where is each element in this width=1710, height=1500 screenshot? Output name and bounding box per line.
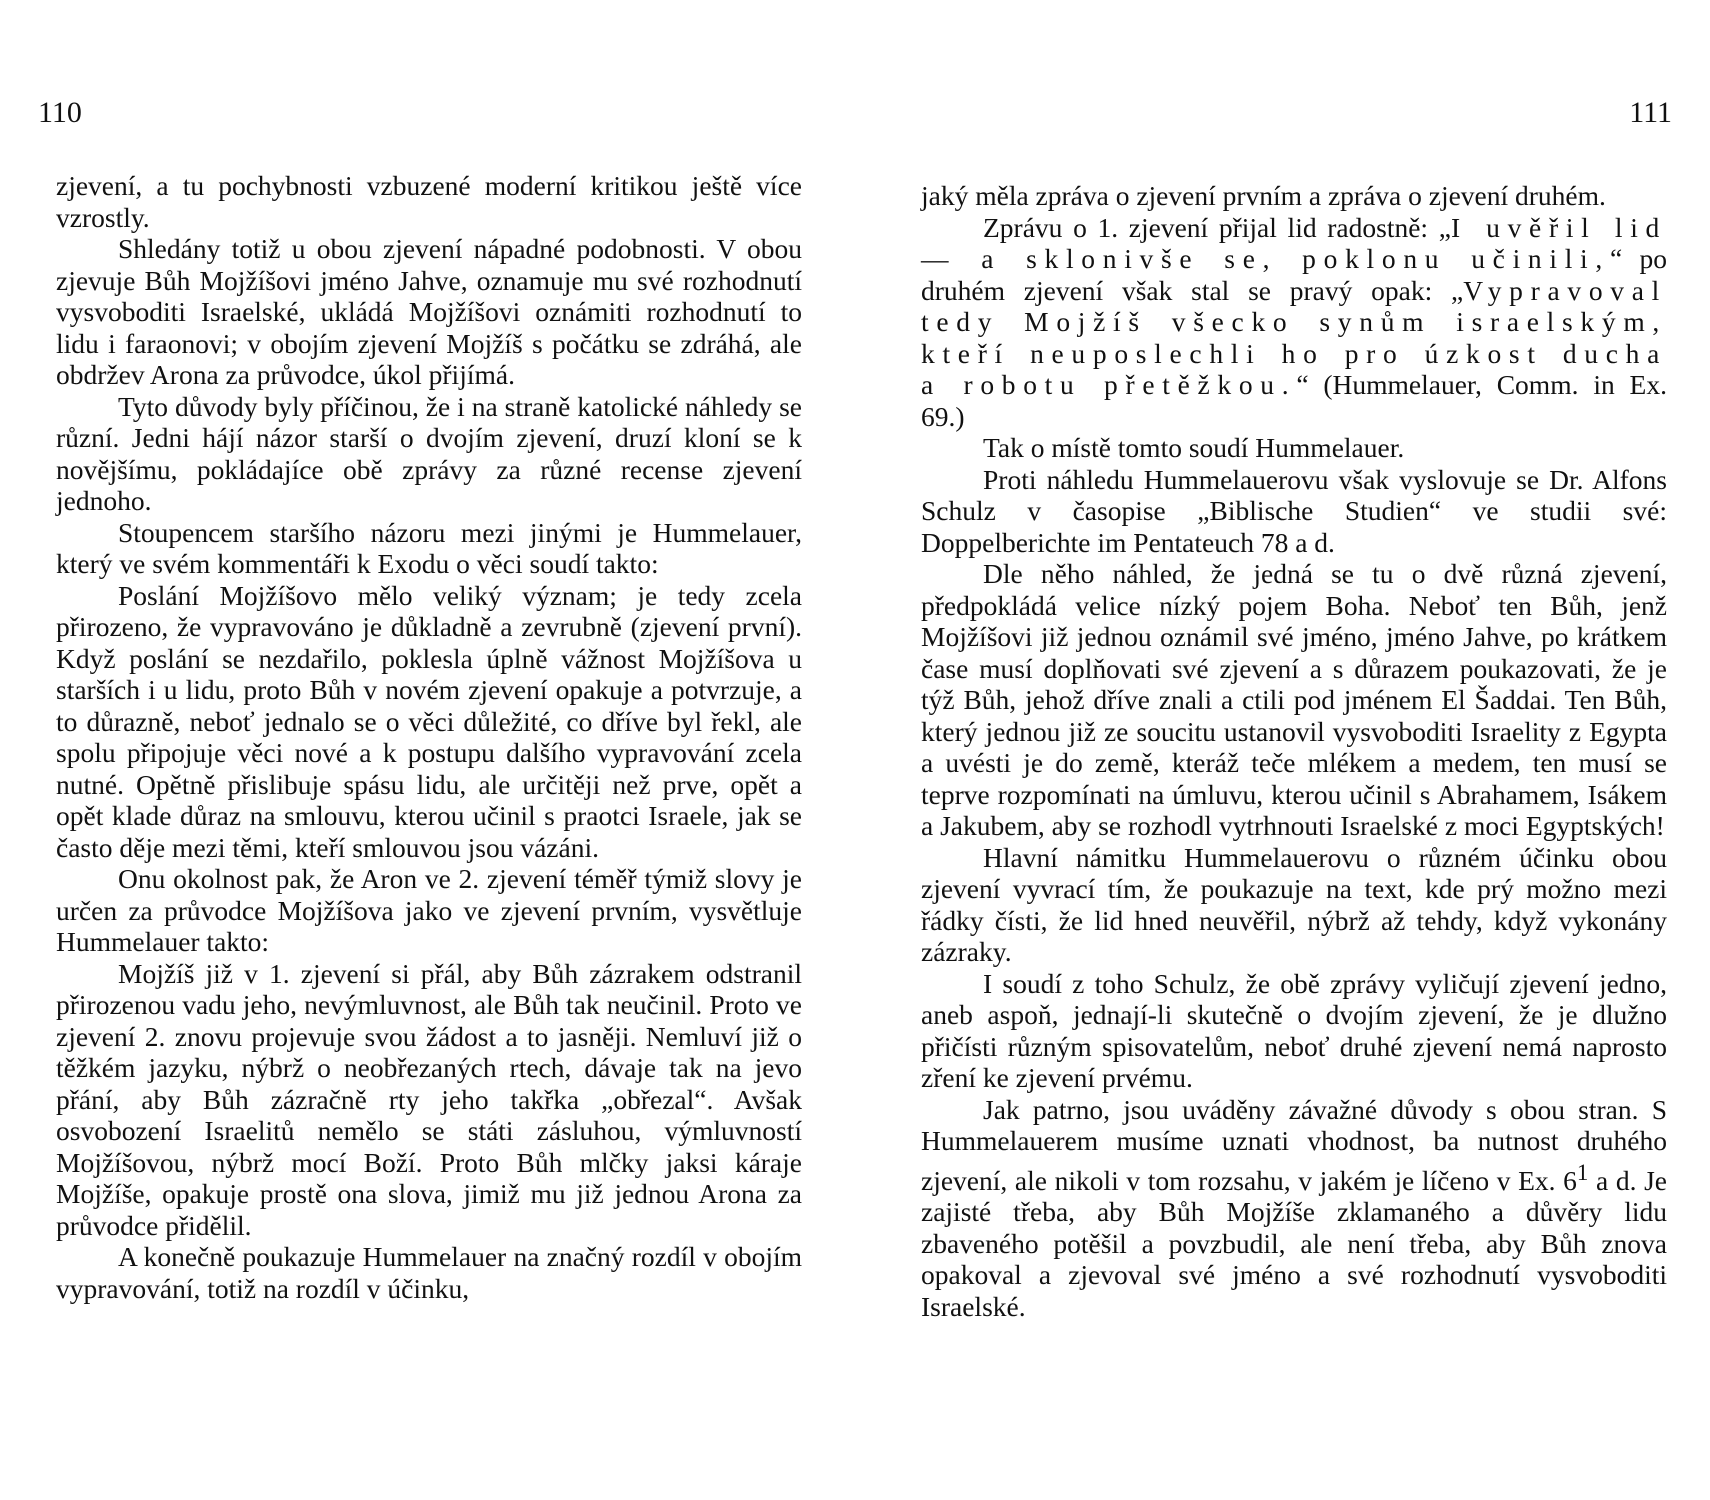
spaced-quote: Vypravoval tedy Mojžíš všecko synům israelským, kteří neuposlechli ho pro úzkost ducha a robotu přetěžkou. <box>921 274 1667 400</box>
right-text-column <box>921 180 1667 1322</box>
spaced-quote: I uvěřil lid — a sklonivše se, poklonu učinili, <box>921 211 1668 274</box>
paragraph: Hlavní námitku Hummelauerovu o různém účinku obou zjevení vyvrací tím, že poukazuje na text, kde prý možno mezi řádky čísti, že lid hned neuvěřil, nýbrž až tehdy, když vykonány zázraky. <box>921 841 1667 967</box>
paragraph: Dle něho náhled, že jedná se tu o dvě různá zjevení, předpokládá velice nízký pojem Boha. Neboť ten Bůh, jenž Mojžíšovi již jednou oznámil své jméno, jméno Jahve, po krátkem čase musí doplňovati své zjevení a s důrazem poukazovati, že je týž Bůh, jehož dříve znali a ctili pod jménem El Šaddai. Ten Bůh, který jednou již ze soucitu ustanovil vysvoboditi Israelity z Egypta a uvésti je do země, kteráž teče mlékem a medem, ten musí se teprve rozpomínati na úmluvu, kterou učinil s Abrahamem, Isákem a Jakubem, aby se rozhodl vytrhnouti Israelské z moci Egyptských! <box>921 558 1667 841</box>
paragraph: Shledány totiž u obou zjevení nápadné podobnosti. V obou zjevuje Bůh Mojžíšovi jméno Jahve, oznamuje mu své rozhodnutí vysvoboditi Israelské, ukládá Mojžíšovi oznámiti rozhodnutí to lidu i faraonovi; v obojím zjevení Mojžíš s počátku se zdráhá, ale obdržev Arona za průvodce, úkol přijímá. <box>56 233 802 390</box>
page-number-left: 110 <box>38 96 82 129</box>
right-page <box>855 0 1710 1500</box>
paragraph: Tak o místě tomto soudí Hummelauer. <box>983 432 1405 463</box>
left-text-column <box>56 170 802 1304</box>
paragraph-text: Jak patrno, jsou uváděny závažné důvody s obou stran. S Hummelauerem musíme uznati vhodnost, ba nutnost druhého zjevení, ale nikoli v tom rozsahu, v jakém je líčeno v Ex. 6 <box>921 1093 1667 1196</box>
paragraph-text: a d. Je zajisté třeba, aby Bůh Mojžíše zklamaného a důvěry lidu zbaveného potěšil a povzbudil, ale není třeba, aby Bůh znova opakoval a zjevoval své jméno a své rozhodnutí vysvoboditi Israelské. <box>921 1164 1667 1322</box>
paragraph <box>921 1094 1667 1323</box>
quoted-paragraph: Poslání Mojžíšovo mělo veliký význam; je tedy zcela přirozeno, že vypravováno je důkladně a zevrubně (zjevení první). Když poslání se nezdařilo, poklesla úplně vážnost Mojžíšova u starších i u lidu, proto Bůh v novém zjevení opakuje a potvrzuje, a to důrazně, neboť jednalo se o věci důležité, co dříve byl řekl, ale spolu připojuje věci nové a k postupu dalšího vypravování zcela nutné. Opětně přislibuje spásu lidu, ale určitěji než prve, opět a opět klade důraz na smlouvu, kterou učinil s praotci Israele, jak se často děje mezi těmi, kteří smlouvou jsou vázáni. <box>56 579 802 863</box>
paragraph: Onu okolnost pak, že Aron ve 2. zjevení téměř týmiž slovy je určen za průvodce Mojžíšova jako ve zjevení prvním, vysvětluje Hummelauer takto: <box>56 863 802 957</box>
paragraph: Proti náhledu Hummelauerovu však vyslovuje se Dr. Alfons Schulz v časopise „Biblische Studien“ ve studii své: Doppelberichte im Pentateuch 78 a d. <box>921 463 1667 558</box>
paragraph: Stoupencem staršího názoru mezi jinými je Hummelauer, který ve svém kommentáři k Exodu o věci soudí takto: <box>56 516 802 579</box>
paragraph: Tyto důvody byly příčinou, že i na straně katolické náhledy se různí. Jedni hájí názor starší o dvojím zjevení, druzí kloní se k novějšímu, pokládajíce obě zprávy za různé recense zjevení jednoho. <box>56 390 802 516</box>
page-number-right: 111 <box>1629 96 1672 129</box>
paragraph-text: “ po druhém zjevení však stal se pravý opak: „ <box>921 243 1667 306</box>
paragraph <box>921 212 1667 433</box>
quoted-paragraph: Mojžíš již v 1. zjevení si přál, aby Bůh zázrakem odstranil přirozenou vadu jeho, nevýmluvnost, ale Bůh tak neučinil. Proto ve zjevení 2. znovu projevuje svou žádost a to jasněji. Nemluví již o těžkém jazyku, nýbrž o neobřezaných rtech, dávaje tak na jevo přání, aby Bůh zázračně rty jeho takřka „obřezal“. Avšak osvobození Israelitů nemělo se státi zásluhou, výmluvností Mojžíšovou, nýbrž mocí Boží. Proto Bůh mlčky jaksi káraje Mojžíše, opakuje prostě ona slova, jimiž mu již jednou Arona za průvodce přidělil. <box>56 957 802 1241</box>
paragraph-text: Zprávu o 1. zjevení přijal lid radostně: „ <box>983 211 1451 243</box>
paragraph: zjevení, a tu pochybnosti vzbuzené moderní kritikou ještě více vzrostly. <box>56 170 802 233</box>
paragraph: A konečně poukazuje Hummelauer na značný rozdíl v obojím vypravování, totiž na rozdíl v účinku, <box>56 1241 802 1304</box>
paragraph: jaký měla zpráva o zjevení prvním a zpráva o zjevení druhém. <box>921 180 1606 211</box>
superscript: 1 <box>1576 1159 1589 1185</box>
citation: “ (Hummelauer, Comm. in Ex. 69.) <box>921 369 1667 432</box>
paragraph: I soudí z toho Schulz, že obě zprávy vyličují zjevení jedno, aneb aspoň, jednají-li skutečně o dvojím zjevení, že je dlužno přičísti různým spisovatelům, neboť druhé zjevení nemá naprosto zření ke zjevení prvému. <box>921 967 1667 1093</box>
